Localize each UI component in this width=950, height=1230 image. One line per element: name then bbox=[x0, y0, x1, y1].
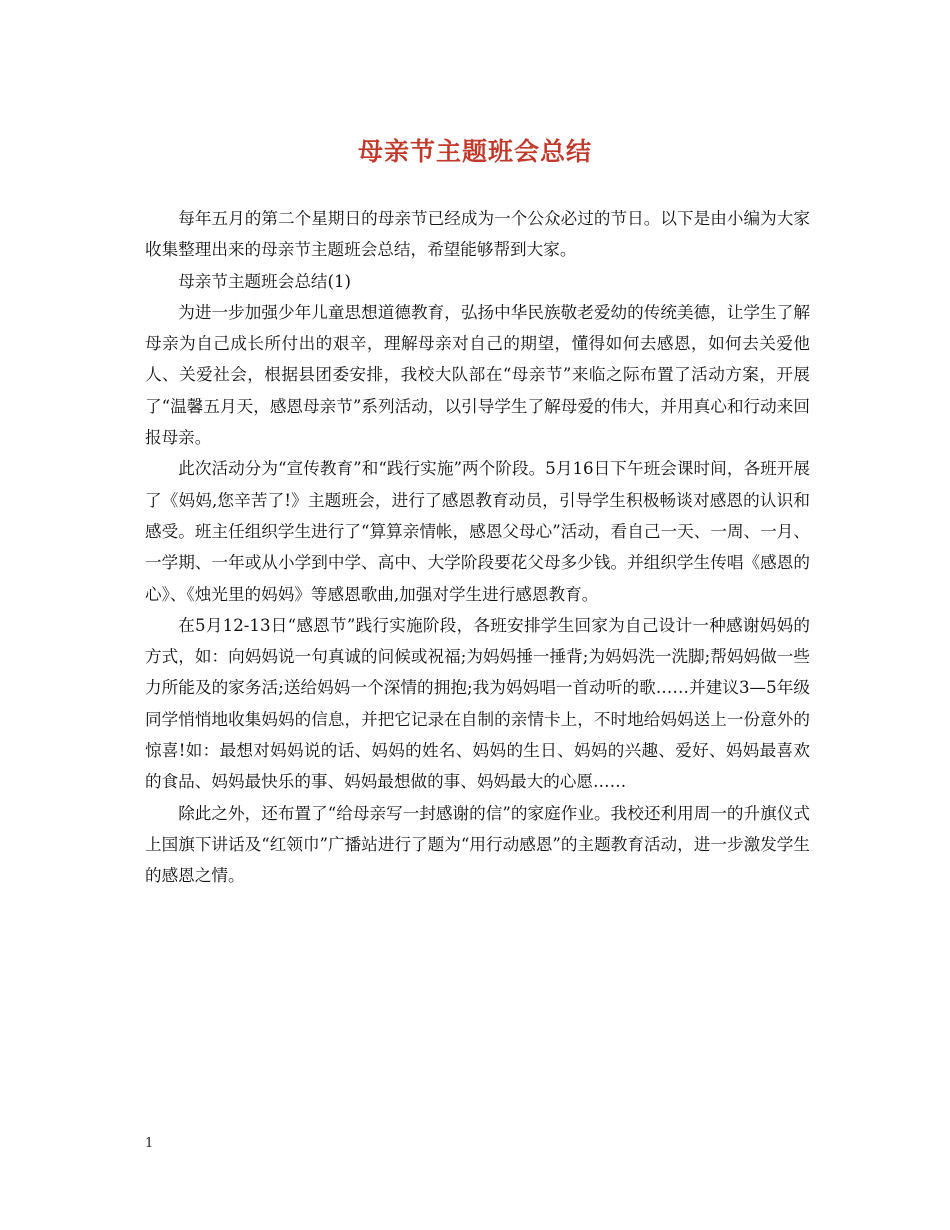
page-number: 1 bbox=[145, 1136, 154, 1151]
body-paragraph: 此次活动分为“宣传教育”和“践行实施”两个阶段。5月16日下午班会课时间，各班开展了《妈妈,您辛苦了!》主题班会，进行了感恩教育动员，引导学生积极畅谈对感恩的认识和感受。班主任组织学生进行了“算算亲情帐，感恩父母心”活动，看自己一天、一周、一月、一学期、一年或从小学到中学、高中、大学阶段要花父母多少钱。并组织学生传唱《感恩的心》、《烛光里的妈妈》等感恩歌曲,加强对学生进行感恩教育。 bbox=[145, 459, 810, 604]
page-title: 母亲节主题班会总结 bbox=[357, 137, 592, 166]
body-paragraph: 在5月12-13日“感恩节”践行实施阶段，各班安排学生回家为自己设计一种感谢妈妈的方式，如：向妈妈说一句真诚的问候或祝福;为妈妈捶一捶背;为妈妈洗一洗脚;帮妈妈做一些力所能及的家务活;送给妈妈一个深情的拥抱;我为妈妈唱一首动听的歌……并建议3—5年级同学悄悄地收集妈妈的信息，并把它记录在自制的亲情卡上，不时地给妈妈送上一份意外的惊喜!如：最想对妈妈说的话、妈妈的姓名、妈妈的生日、妈妈的兴趣、爱好、妈妈最喜欢的食品、妈妈最快乐的事、妈妈最想做的事、妈妈最大的心愿…… bbox=[145, 615, 810, 792]
section-heading: 母亲节主题班会总结(1) bbox=[178, 271, 352, 291]
document-body bbox=[145, 203, 810, 892]
body-paragraph: 为进一步加强少年儿童思想道德教育，弘扬中华民族敬老爱幼的传统美德，让学生了解母亲为自己成长所付出的艰辛，理解母亲对自己的期望，懂得如何去感恩，如何去关爱他人、关爱社会，根据县团委安排，我校大队部在“母亲节”来临之际布置了活动方案，开展了“温馨五月天，感恩母亲节”系列活动，以引导学生了解母爱的伟大，并用真心和行动来回报母亲。 bbox=[145, 302, 810, 448]
body-paragraph: 除此之外，还布置了“给母亲写一封感谢的信”的家庭作业。我校还利用周一的升旗仪式上国旗下讲话及“红领巾”广播站进行了题为“用行动感恩”的主题教育活动，进一步激发学生的感恩之情。 bbox=[145, 803, 810, 886]
intro-paragraph: 每年五月的第二个星期日的母亲节已经成为一个公众必过的节日。以下是由小编为大家收集整理出来的母亲节主题班会总结，希望能够帮到大家。 bbox=[145, 209, 810, 260]
